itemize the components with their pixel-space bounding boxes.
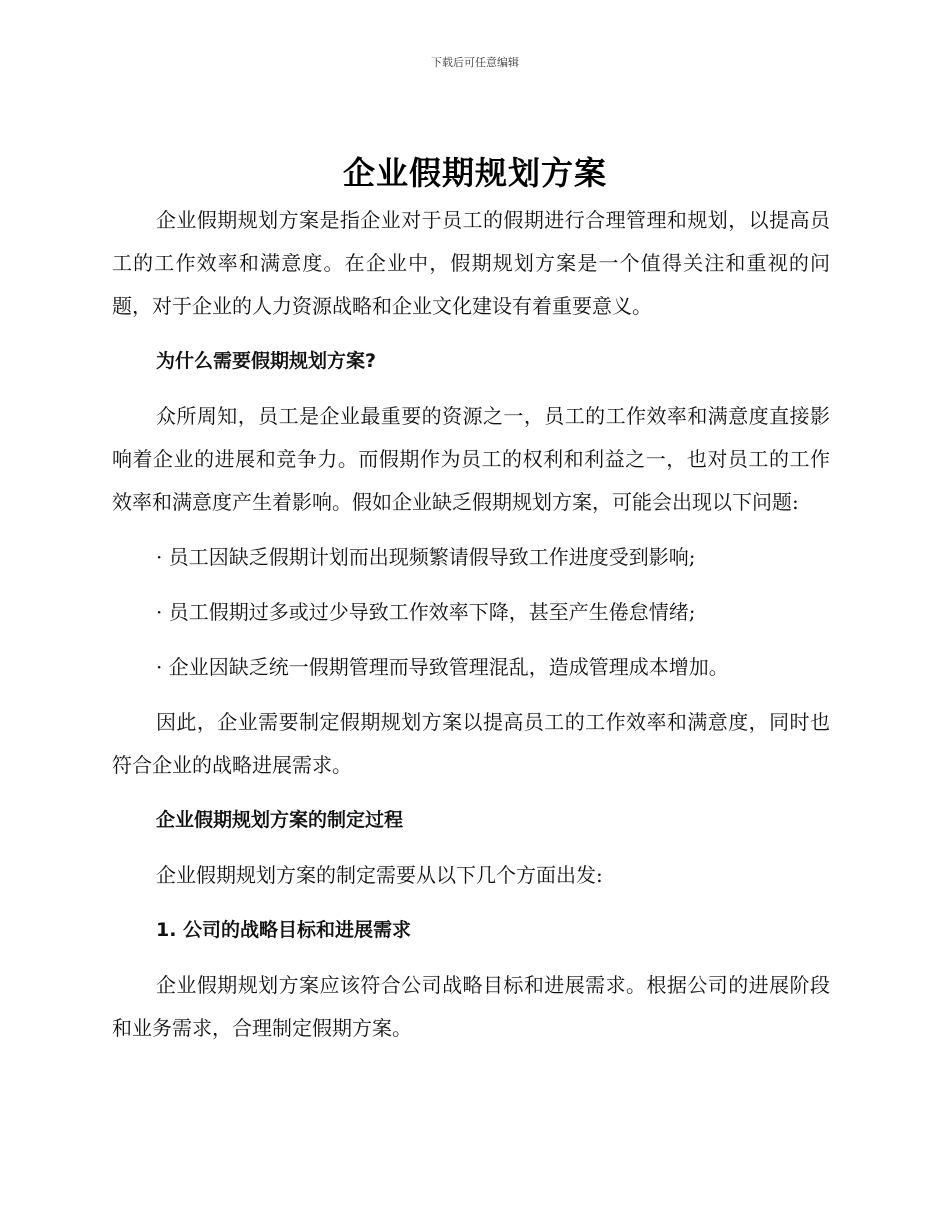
section-heading-process: 企业假期规划方案的制定过程 — [156, 809, 404, 831]
subsection-heading-strategy: 1. 公司的战略目标和进展需求 — [156, 919, 412, 941]
list-item: · 员工因缺乏假期计划而出现频繁请假导致工作进度受到影响; — [156, 545, 696, 569]
page-header: 下载后可任意编辑 — [431, 56, 519, 69]
intro-paragraph: 企业假期规划方案是指企业对于员工的假期进行合理管理和规划，以提高员工的工作效率和满意度。在企业中，假期规划方案是一个值得关注和重视的问题，对于企业的人力资源战略和企业文化建设有着重要意义。 — [112, 208, 830, 318]
document-title: 企业假期规划方案 — [342, 154, 607, 192]
section-paragraph-why: 众所周知，员工是企业最重要的资源之一，员工的工作效率和满意度直接影响着企业的进展和竞争力。而假期作为员工的权利和利益之一，也对员工的工作效率和满意度产生着影响。假如企业缺乏假期规划方案，可能会出现以下问题: — [112, 404, 830, 514]
section-conclusion: 因此，企业需要制定假期规划方案以提高员工的工作效率和满意度，同时也符合企业的战略进展需求。 — [112, 710, 830, 777]
section-heading-why: 为什么需要假期规划方案? — [156, 350, 377, 372]
subsection-paragraph-strategy: 企业假期规划方案应该符合公司战略目标和进展需求。根据公司的进展阶段和业务需求，合理制定假期方案。 — [112, 973, 830, 1040]
document-body — [112, 199, 830, 1050]
section-intro-process: 企业假期规划方案的制定需要从以下几个方面出发: — [156, 863, 603, 887]
list-item: · 企业因缺乏统一假期管理而导致管理混乱，造成管理成本增加。 — [156, 655, 729, 679]
list-item: · 员工假期过多或过少导致工作效率下降，甚至产生倦怠情绪; — [156, 600, 696, 624]
